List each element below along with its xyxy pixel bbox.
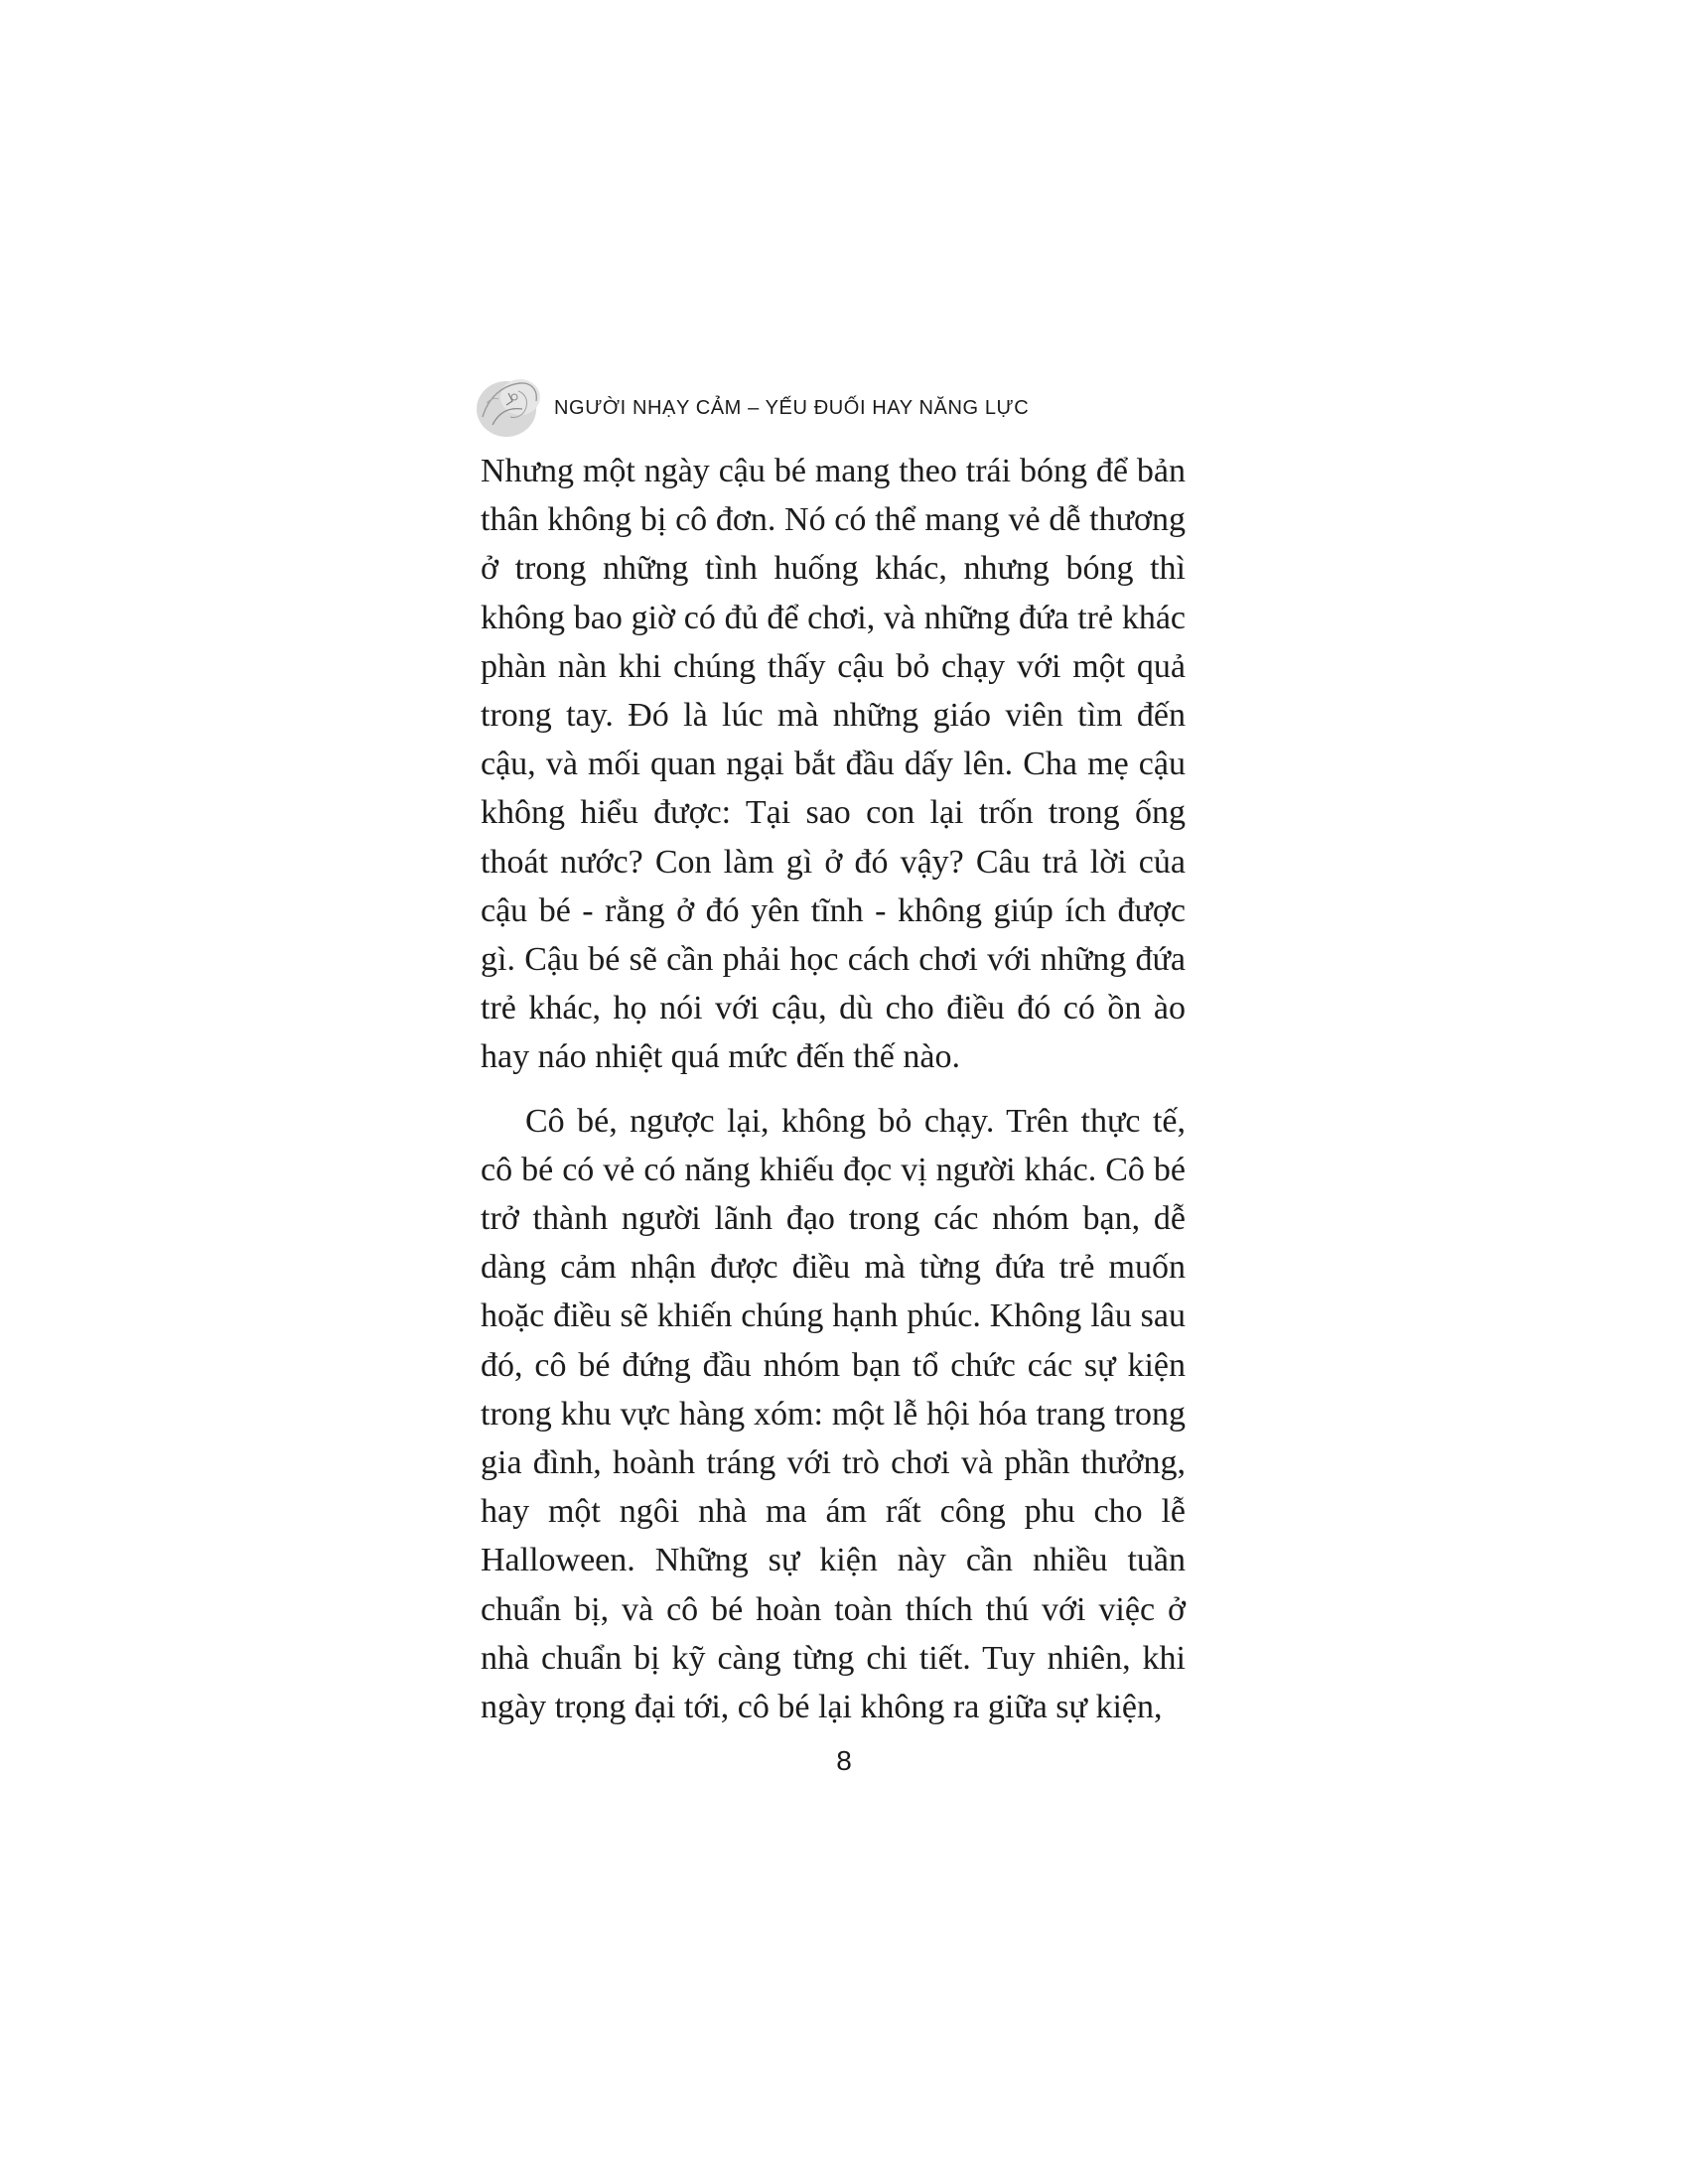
paragraph-2: Cô bé, ngược lại, không bỏ chạy. Trên thực tế, cô bé có vẻ có năng khiếu đọc vị người khác. Cô bé trở thành người lãnh đạo trong các nhóm bạn, dễ dàng cảm nhận được điều mà từng đứa trẻ muốn hoặc điều sẽ khiến chúng hạnh phúc. Không lâu sau đó, cô bé đứng đầu nhóm bạn tổ chức các sự kiện trong khu vực hàng xóm: một lễ hội hóa trang trong gia đình, hoành tráng với trò chơi và phần thưởng, hay một ngôi nhà ma ám rất công phu cho lễ Halloween. Những sự kiện này cần nhiều tuần chuẩn bị, và cô bé hoàn toàn thích thú với việc ở nhà chuẩn bị kỹ càng từng chi tiết. Tuy nhiên, khi ngày trọng đại tới, cô bé lại không ra giữa sự kiện, [481, 1102, 1186, 1726]
running-header [469, 367, 1223, 447]
paragraph-1: Nhưng một ngày cậu bé mang theo trái bóng để bản thân không bị cô đơn. Nó có thể mang vẻ dễ thương ở trong những tình huống khác, nhưng bóng thì không bao giờ có đủ để chơi, và những đứa trẻ khác phàn nàn khi chúng thấy cậu bỏ chạy với một quả trong tay. Đó là lúc mà những giáo viên tìm đến cậu, và mối quan ngại bắt đầu dấy lên. Cha mẹ cậu không hiểu được: Tại sao con lại trốn trong ống thoát nước? Con làm gì ở đó vậy? Câu trả lời của cậu bé - rằng ở đó yên tĩnh - không giúp ích được gì. Cậu bé sẽ cần phải học cách chơi với những đứa trẻ khác, họ nói với cậu, dù cho điều đó có ồn ào hay náo nhiệt quá mức đến thế nào. [481, 453, 1186, 1076]
running-header-title: NGƯỜI NHẠY CẢM – YẾU ĐUỐI HAY NĂNG LỰC [554, 397, 1030, 419]
page-number: 8 [836, 1745, 852, 1776]
body-text [481, 447, 1186, 1731]
sketch-logo-icon [469, 367, 548, 443]
